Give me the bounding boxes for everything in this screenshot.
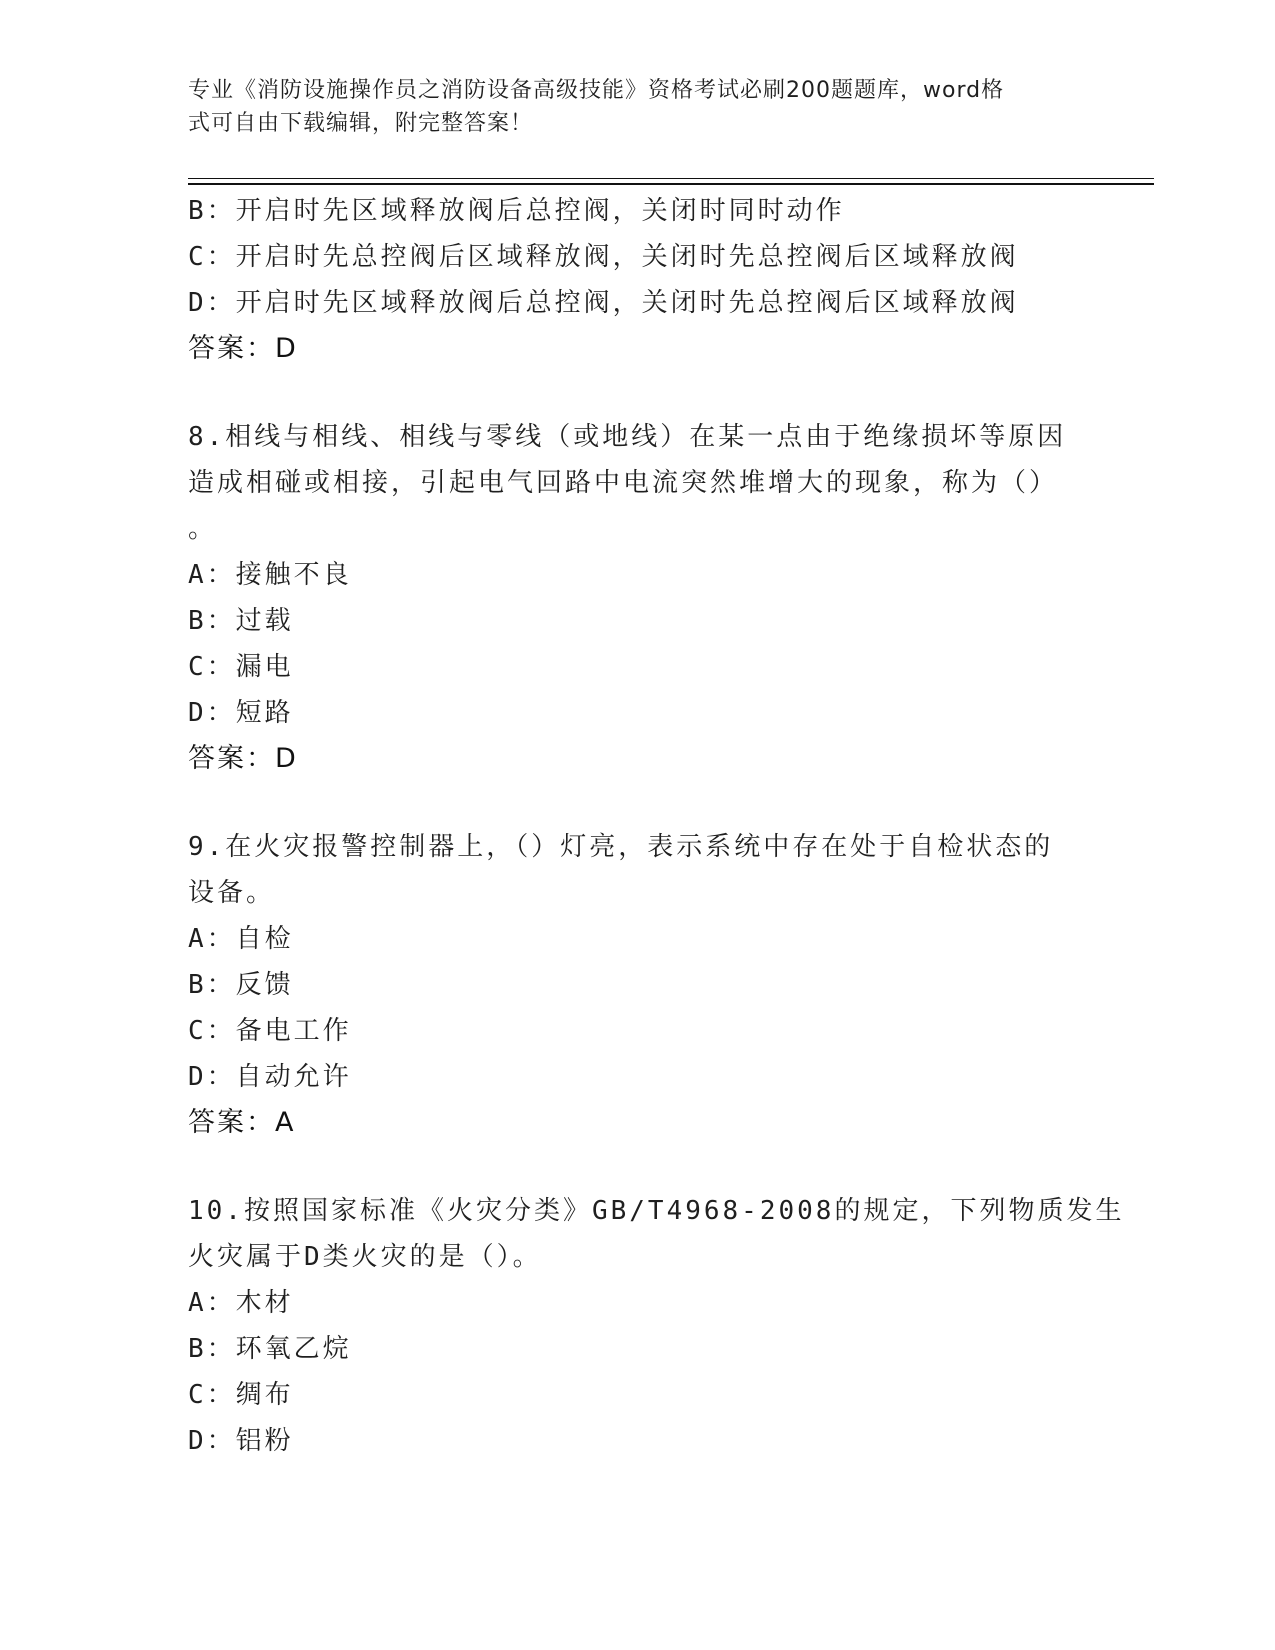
question-stem-line: 设备。 <box>188 878 276 908</box>
option-d: D：开启时先区域释放阀后总控阀，关闭时先总控阀后区域释放阀 <box>188 288 1019 318</box>
option-b: B：过载 <box>188 606 294 636</box>
answer-line: 答案：A <box>188 1107 296 1138</box>
option-c: C：绸布 <box>188 1380 294 1410</box>
header-rule-thick <box>188 183 1154 185</box>
spacer <box>188 372 1088 414</box>
header-line-2: 式可自由下载编辑，附完整答案！ <box>188 111 534 136</box>
option-a: A：木材 <box>188 1288 294 1318</box>
question-stem-line: 。 <box>188 514 218 544</box>
question-stem-line: 9.在火灾报警控制器上，（）灯亮，表示系统中存在处于自检状态的 <box>188 832 1054 862</box>
option-b: B：反馈 <box>188 970 294 1000</box>
answer-line: 答案：D <box>188 333 298 364</box>
answer-line: 答案：D <box>188 743 298 774</box>
header-rule-thin <box>188 178 1154 179</box>
question-7 <box>188 188 1088 372</box>
question-8 <box>188 414 1088 782</box>
option-c: C：漏电 <box>188 652 294 682</box>
spacer <box>188 1146 1088 1188</box>
option-d: D：短路 <box>188 698 294 728</box>
document-header <box>188 74 1068 140</box>
question-stem-line: 造成相碰或相接，引起电气回路中电流突然堆增大的现象，称为（） <box>188 468 1059 498</box>
question-10 <box>188 1188 1125 1464</box>
option-b: B：环氧乙烷 <box>188 1334 352 1364</box>
question-stem-line: 8.相线与相线、相线与零线（或地线）在某一点由于绝缘损坏等原因 <box>188 422 1067 452</box>
option-b: B：开启时先区域释放阀后总控阀，关闭时同时动作 <box>188 196 845 226</box>
header-line-1: 专业《消防设施操作员之消防设备高级技能》资格考试必刷200题题库，word格 <box>188 78 1005 103</box>
question-list <box>188 188 1125 1464</box>
option-d: D：自动允许 <box>188 1062 352 1092</box>
question-stem-line: 10.按照国家标准《火灾分类》GB/T4968-2008的规定，下列物质发生 <box>188 1196 1125 1226</box>
option-c: C：开启时先总控阀后区域释放阀，关闭时先总控阀后区域释放阀 <box>188 242 1019 272</box>
option-a: A：接触不良 <box>188 560 352 590</box>
option-c: C：备电工作 <box>188 1016 352 1046</box>
question-9 <box>188 824 1088 1146</box>
question-stem-line: 火灾属于D类火灾的是（）。 <box>188 1242 542 1272</box>
option-a: A：自检 <box>188 924 294 954</box>
spacer <box>188 782 1088 824</box>
option-d: D：铝粉 <box>188 1426 294 1456</box>
